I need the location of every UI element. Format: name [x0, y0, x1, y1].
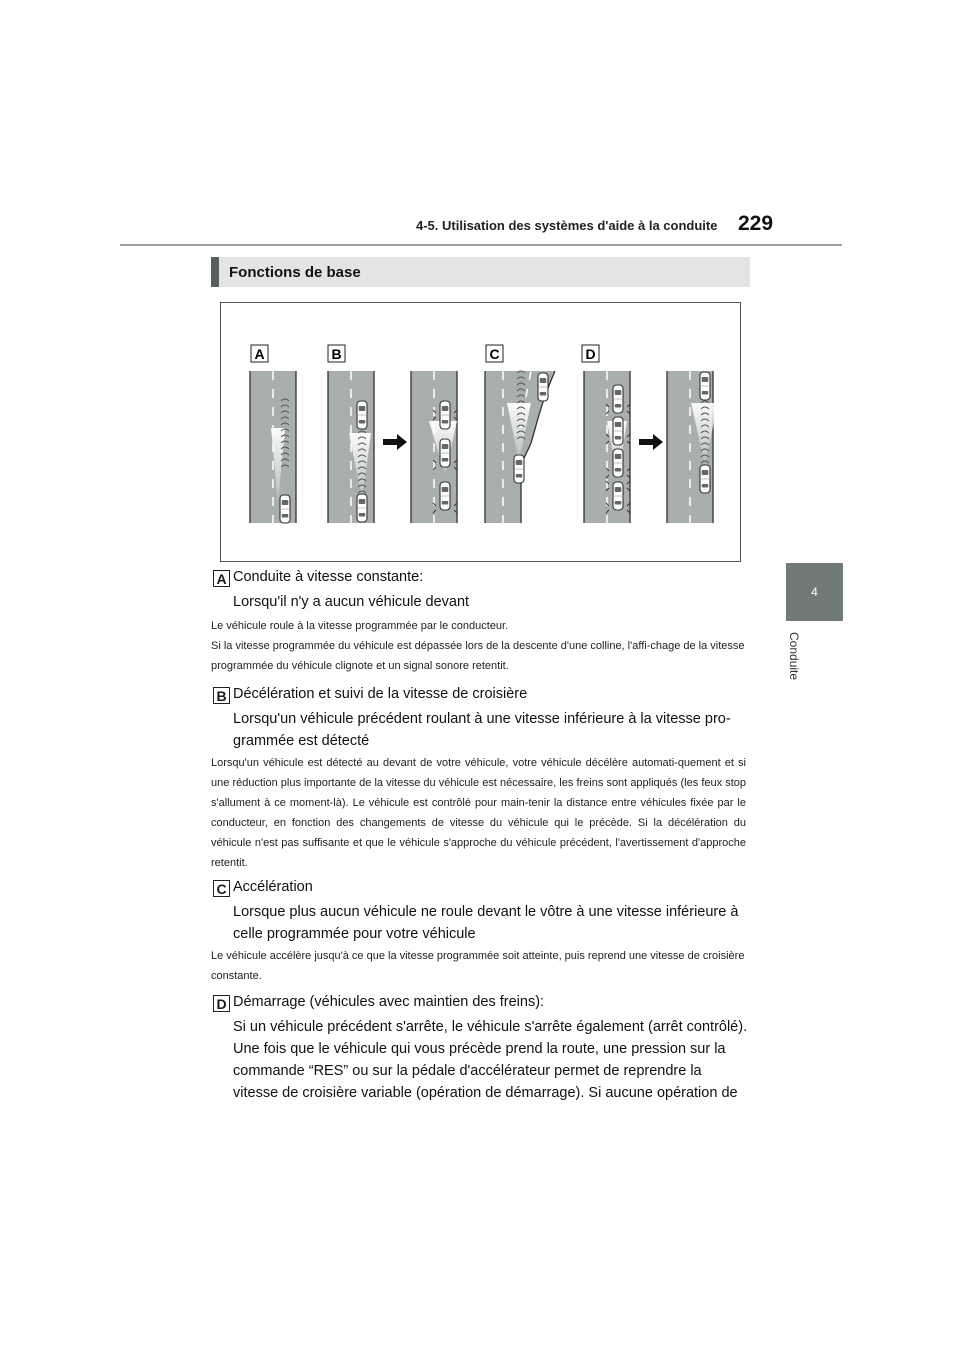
road-d1 — [584, 371, 630, 523]
section-heading — [211, 257, 750, 287]
figure-label-c: C — [489, 346, 500, 362]
road-d2 — [667, 371, 718, 523]
mode-description-b: Lorsqu'un véhicule est détecté au devant de votre véhicule, votre véhicule décélère automati-quement et si une réduction plus importante de la vitesse du véhicule est nécessaire, les freins sont appliqués (les feux stop s'allument à ce moment-là). Le véhicule est contrôlé pour main-tenir la distance entre véhicules fixée par le conducteur, en fonction des changements de vitesse du véhicule qui le précède. Si la décélération du véhicule n'est pas suffisante et que le véhicule s'approche du véhicule précédent, l'avertissement d'approche retentit. — [211, 757, 746, 869]
mode-subtitle-c: Lorsque plus aucun véhicule ne roule devant le vôtre à une vitesse inférieure à celle programmée pour votre véhicule — [233, 904, 739, 942]
mode-title-a: Conduite à vitesse constante: — [233, 569, 424, 585]
chapter-tab[interactable] — [786, 563, 843, 621]
mode-title-b: Décélération et suivi de la vitesse de croisière — [233, 686, 528, 702]
road-a — [250, 371, 296, 523]
mode-letter-c: C — [213, 880, 230, 897]
mode-description-a: Le véhicule roule à la vitesse programmée par le conducteur. Si la vitesse programmée du véhicule est dépassée lors de la descente d'une colline, l'affi-chage de la vitesse programmée du véhicule clignote et un signal sonore retentit. — [211, 620, 745, 672]
figure-labels — [251, 345, 599, 362]
figure-label-a: A — [254, 346, 265, 362]
chapter-number: 4 — [811, 585, 818, 599]
page-number: 229 — [738, 212, 774, 235]
arrow-right-icon — [383, 434, 407, 450]
figure-label-d: D — [585, 346, 596, 362]
cruise-control-illustration — [220, 302, 741, 562]
header-divider — [120, 244, 842, 246]
road-b1 — [328, 371, 374, 523]
section-heading-text: Fonctions de base — [229, 263, 361, 281]
road-c — [485, 371, 555, 523]
section-path: 4-5. Utilisation des systèmes d'aide à la conduite — [416, 218, 718, 233]
mode-title-c: Accélération — [233, 879, 313, 895]
mode-letter-a: A — [213, 570, 230, 587]
mode-subtitle-a: Lorsqu'il n'y a aucun véhicule devant — [233, 594, 470, 610]
road-b2 — [411, 371, 457, 523]
mode-title-d: Démarrage (véhicules avec maintien des freins): — [233, 994, 545, 1010]
mode-letter-b: B — [213, 687, 230, 704]
arrow-right-icon — [639, 434, 663, 450]
figure-label-b: B — [331, 346, 342, 362]
illustration-svg — [221, 303, 740, 561]
mode-letter-d: D — [213, 995, 230, 1012]
chapter-label: Conduite — [787, 632, 801, 681]
mode-subtitle-d: Si un véhicule précédent s'arrête, le véhicule s'arrête également (arrêt contrôlé). Une fois que le véhicule qui vous précède prend la route, une pression sur la commande “RES” ou sur la pédale d'accélérateur permet de reprendre la vitesse de croisière variable (opération de démarrage). Si aucune opération de — [233, 1019, 748, 1101]
mode-description-c: Le véhicule accélère jusqu'à ce que la vitesse programmée soit atteinte, puis reprend une vitesse de croisière constante. — [211, 950, 745, 982]
mode-subtitle-b: Lorsqu'un véhicule précédent roulant à une vitesse inférieure à la vitesse pro-grammée est détecté — [233, 711, 731, 749]
